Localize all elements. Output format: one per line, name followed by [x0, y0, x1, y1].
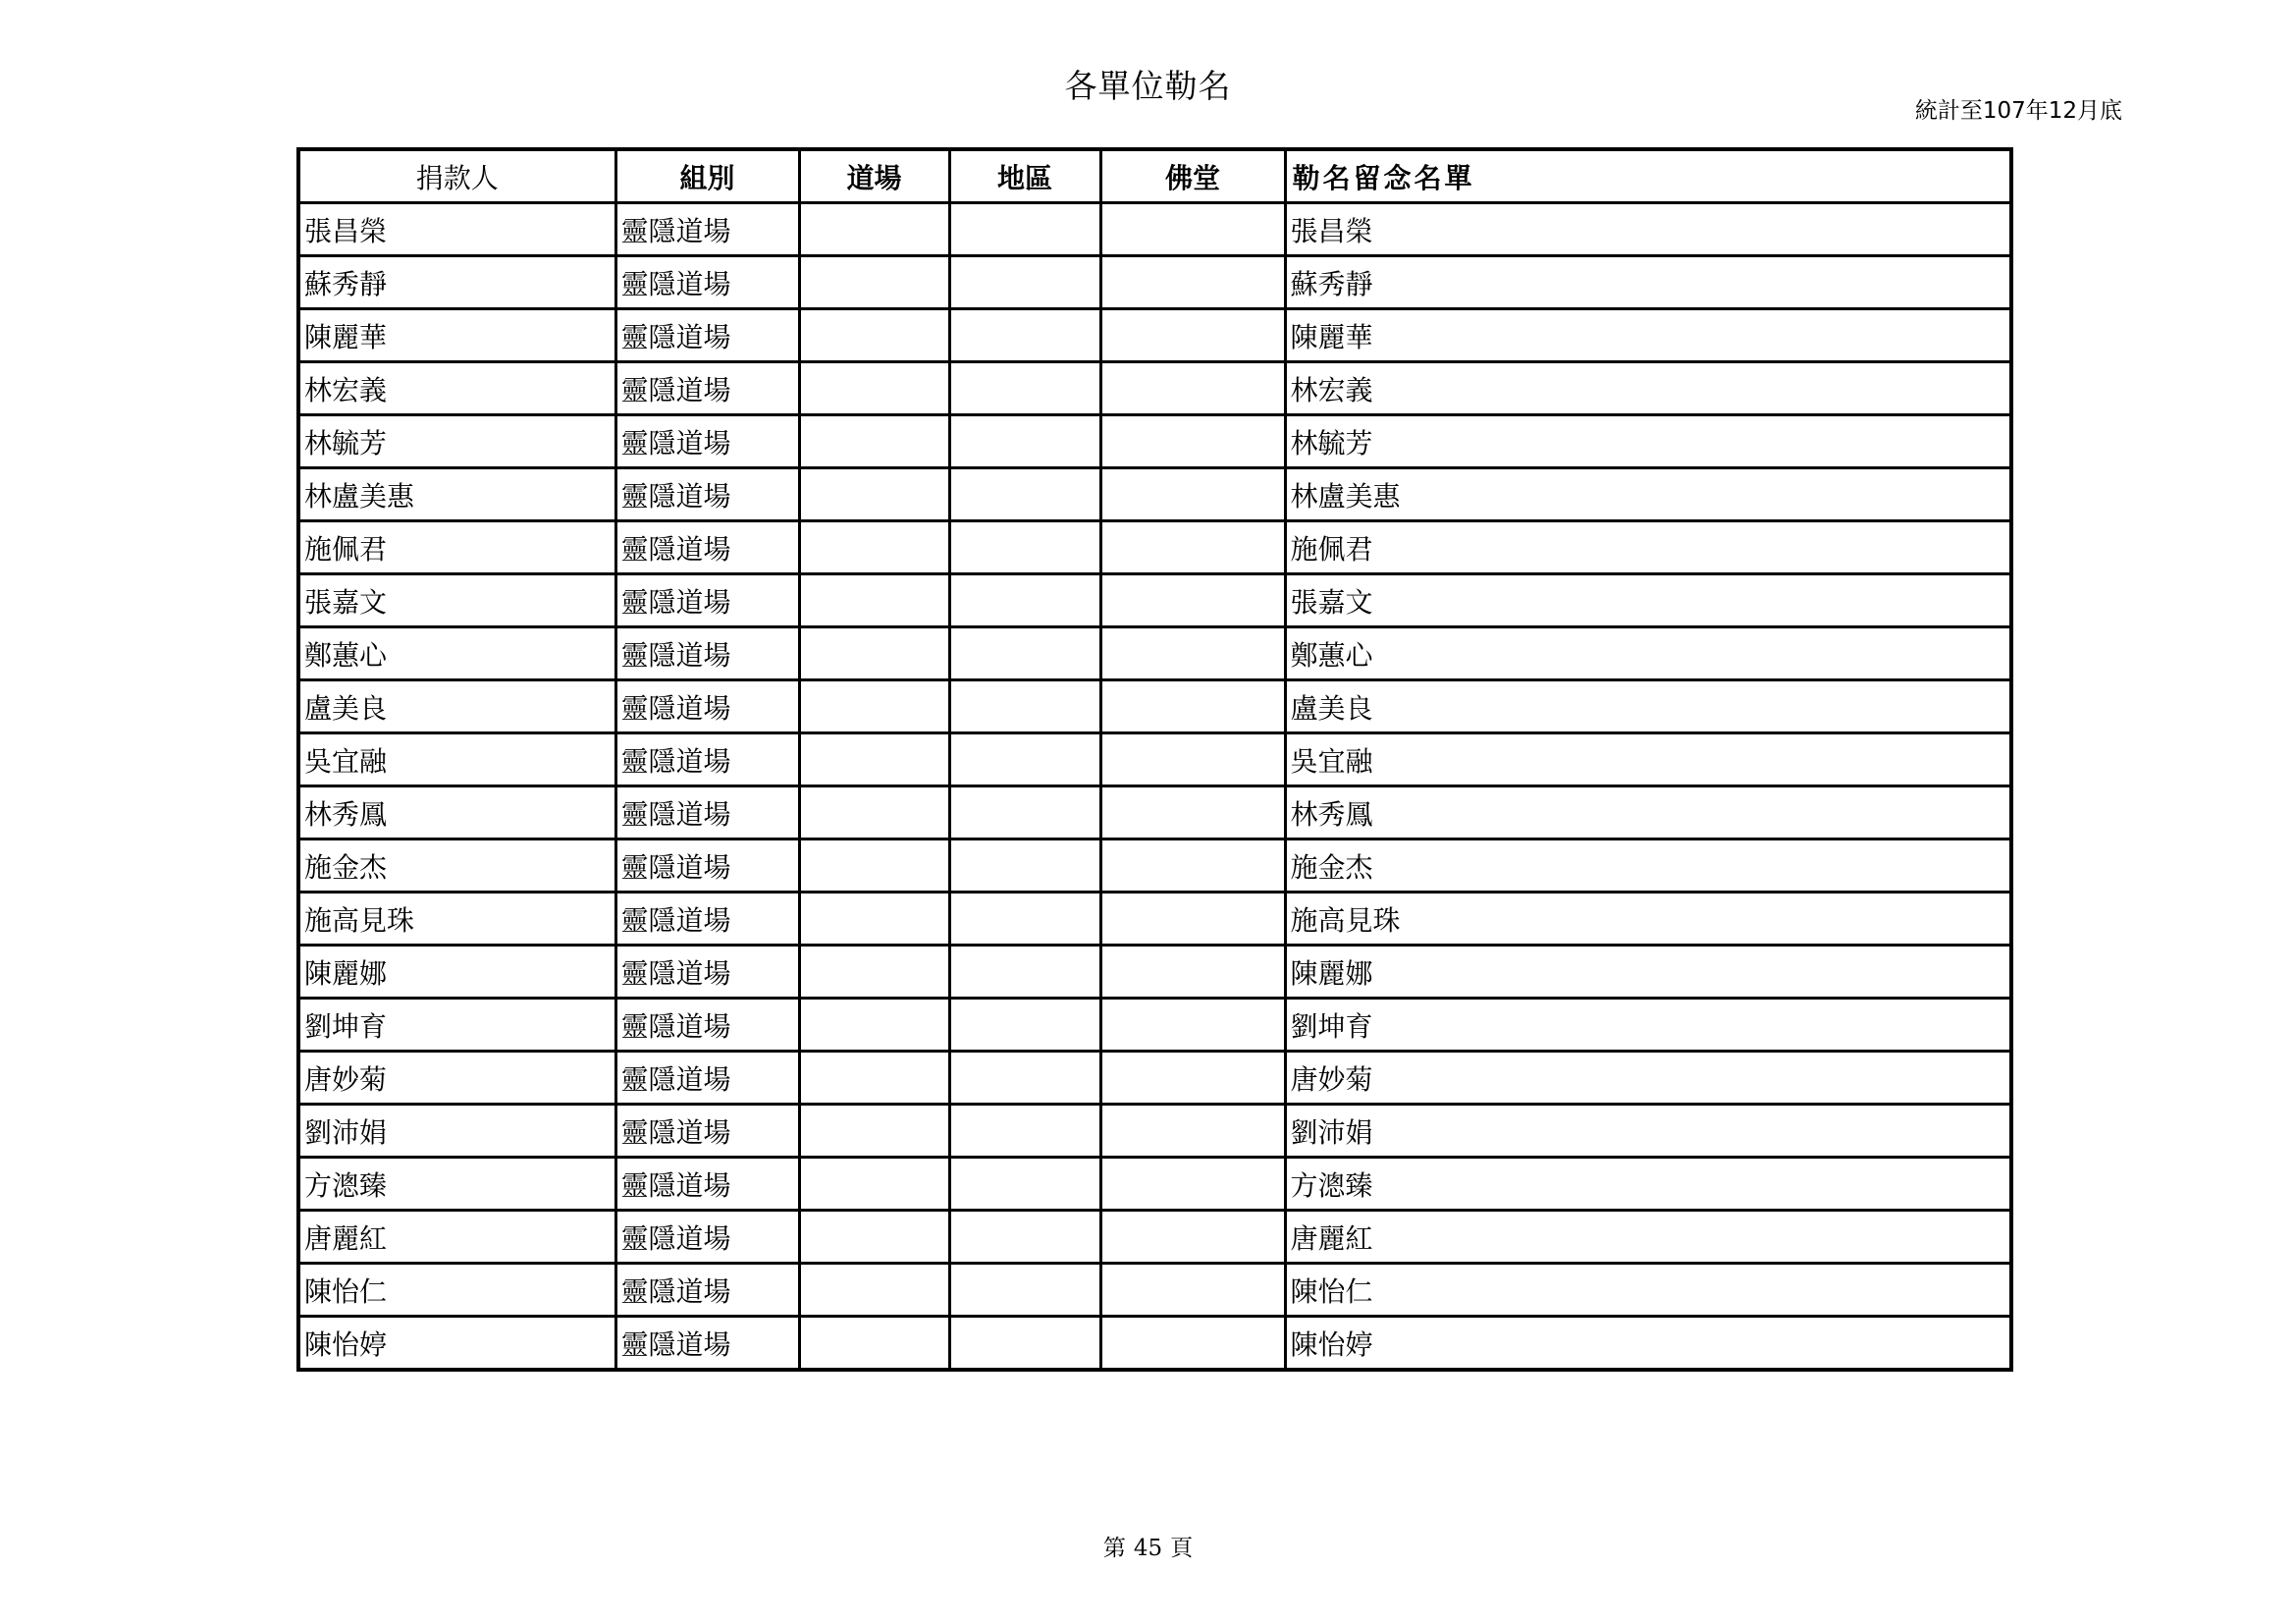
cell-memorial-name: 林毓芳	[1285, 415, 2011, 468]
cell-region	[949, 680, 1100, 733]
cell-hall	[1100, 786, 1285, 839]
page-number-value: 45	[1133, 1536, 1163, 1561]
cell-donor: 陳怡婷	[298, 1317, 615, 1371]
cell-hall	[1100, 1264, 1285, 1317]
cell-group: 靈隱道場	[615, 999, 799, 1052]
cell-donor: 施佩君	[298, 521, 615, 574]
cell-dojo	[799, 521, 949, 574]
cell-group: 靈隱道場	[615, 203, 799, 256]
table-row	[298, 1264, 2011, 1317]
cell-region	[949, 521, 1100, 574]
cell-memorial-name: 施金杰	[1285, 839, 2011, 893]
table-row	[298, 1105, 2011, 1158]
column-header-dojo: 道場	[799, 149, 949, 203]
cell-donor: 陳麗華	[298, 309, 615, 362]
cell-group: 靈隱道場	[615, 1211, 799, 1264]
cell-group: 靈隱道場	[615, 256, 799, 309]
cell-donor: 盧美良	[298, 680, 615, 733]
cell-dojo	[799, 1264, 949, 1317]
table-body	[298, 203, 2011, 1371]
column-header-group: 組別	[615, 149, 799, 203]
cell-memorial-name: 劉坤育	[1285, 999, 2011, 1052]
cell-hall	[1100, 256, 1285, 309]
table-row	[298, 680, 2011, 733]
cell-dojo	[799, 893, 949, 946]
cell-region	[949, 733, 1100, 786]
column-header-region: 地區	[949, 149, 1100, 203]
cell-group: 靈隱道場	[615, 733, 799, 786]
cell-dojo	[799, 999, 949, 1052]
cell-memorial-name: 方漗臻	[1285, 1158, 2011, 1211]
cell-group: 靈隱道場	[615, 786, 799, 839]
table-row	[298, 574, 2011, 627]
table-row	[298, 893, 2011, 946]
column-header-donor: 捐款人	[298, 149, 615, 203]
cell-memorial-name: 張昌榮	[1285, 203, 2011, 256]
cell-region	[949, 1052, 1100, 1105]
cell-region	[949, 1317, 1100, 1371]
cell-memorial-name: 張嘉文	[1285, 574, 2011, 627]
cell-donor: 張昌榮	[298, 203, 615, 256]
table-row	[298, 839, 2011, 893]
cell-group: 靈隱道場	[615, 521, 799, 574]
cell-memorial-name: 林盧美惠	[1285, 468, 2011, 521]
table-header-row	[298, 149, 2011, 203]
cell-hall	[1100, 627, 1285, 680]
statistics-date-note: 統計至107年12月底	[1914, 98, 2122, 124]
cell-group: 靈隱道場	[615, 1105, 799, 1158]
cell-region	[949, 786, 1100, 839]
cell-hall	[1100, 946, 1285, 999]
cell-dojo	[799, 839, 949, 893]
cell-donor: 施高見珠	[298, 893, 615, 946]
cell-hall	[1100, 574, 1285, 627]
cell-group: 靈隱道場	[615, 1052, 799, 1105]
cell-donor: 劉沛娟	[298, 1105, 615, 1158]
page-title: 各單位勒名	[1064, 67, 1232, 105]
table-row	[298, 627, 2011, 680]
cell-group: 靈隱道場	[615, 680, 799, 733]
table-row	[298, 309, 2011, 362]
cell-region	[949, 468, 1100, 521]
cell-memorial-name: 唐妙菊	[1285, 1052, 2011, 1105]
cell-group: 靈隱道場	[615, 1264, 799, 1317]
cell-dojo	[799, 1158, 949, 1211]
cell-dojo	[799, 1052, 949, 1105]
cell-region	[949, 1158, 1100, 1211]
table-row	[298, 256, 2011, 309]
cell-dojo	[799, 415, 949, 468]
cell-hall	[1100, 362, 1285, 415]
cell-memorial-name: 林秀鳳	[1285, 786, 2011, 839]
cell-memorial-name: 林宏義	[1285, 362, 2011, 415]
cell-region	[949, 839, 1100, 893]
cell-hall	[1100, 733, 1285, 786]
cell-group: 靈隱道場	[615, 415, 799, 468]
cell-donor: 林盧美惠	[298, 468, 615, 521]
cell-region	[949, 1211, 1100, 1264]
cell-region	[949, 1105, 1100, 1158]
cell-memorial-name: 陳麗娜	[1285, 946, 2011, 999]
cell-dojo	[799, 786, 949, 839]
cell-donor: 陳怡仁	[298, 1264, 615, 1317]
cell-memorial-name: 陳怡仁	[1285, 1264, 2011, 1317]
cell-donor: 吳宜融	[298, 733, 615, 786]
cell-hall	[1100, 415, 1285, 468]
cell-memorial-name: 鄭蕙心	[1285, 627, 2011, 680]
table-row	[298, 415, 2011, 468]
cell-memorial-name: 施佩君	[1285, 521, 2011, 574]
page-number-prefix: 第	[1102, 1536, 1126, 1561]
cell-memorial-name: 陳怡婷	[1285, 1317, 2011, 1371]
table-row	[298, 203, 2011, 256]
cell-donor: 唐妙菊	[298, 1052, 615, 1105]
cell-group: 靈隱道場	[615, 893, 799, 946]
table-row	[298, 733, 2011, 786]
cell-donor: 劉坤育	[298, 999, 615, 1052]
cell-hall	[1100, 1211, 1285, 1264]
cell-region	[949, 627, 1100, 680]
cell-region	[949, 893, 1100, 946]
cell-donor: 林秀鳳	[298, 786, 615, 839]
table-row	[298, 468, 2011, 521]
cell-group: 靈隱道場	[615, 362, 799, 415]
cell-donor: 林宏義	[298, 362, 615, 415]
cell-hall	[1100, 893, 1285, 946]
cell-hall	[1100, 999, 1285, 1052]
cell-memorial-name: 唐麗紅	[1285, 1211, 2011, 1264]
cell-hall	[1100, 521, 1285, 574]
table-row	[298, 1211, 2011, 1264]
cell-region	[949, 415, 1100, 468]
table-row	[298, 1158, 2011, 1211]
cell-dojo	[799, 627, 949, 680]
column-header-memorial-list: 勒名留念名單	[1285, 149, 2011, 203]
cell-dojo	[799, 1317, 949, 1371]
table-row	[298, 1317, 2011, 1371]
cell-dojo	[799, 680, 949, 733]
table-row	[298, 999, 2011, 1052]
cell-group: 靈隱道場	[615, 1317, 799, 1371]
donor-table	[296, 147, 2013, 1372]
cell-memorial-name: 吳宜融	[1285, 733, 2011, 786]
cell-dojo	[799, 946, 949, 999]
cell-memorial-name: 劉沛娟	[1285, 1105, 2011, 1158]
cell-region	[949, 946, 1100, 999]
cell-dojo	[799, 309, 949, 362]
cell-memorial-name: 盧美良	[1285, 680, 2011, 733]
cell-memorial-name: 蘇秀靜	[1285, 256, 2011, 309]
cell-dojo	[799, 362, 949, 415]
cell-donor: 蘇秀靜	[298, 256, 615, 309]
cell-group: 靈隱道場	[615, 1158, 799, 1211]
cell-group: 靈隱道場	[615, 574, 799, 627]
cell-hall	[1100, 309, 1285, 362]
cell-dojo	[799, 1105, 949, 1158]
cell-dojo	[799, 574, 949, 627]
cell-hall	[1100, 1158, 1285, 1211]
cell-region	[949, 999, 1100, 1052]
cell-group: 靈隱道場	[615, 309, 799, 362]
table-row	[298, 1052, 2011, 1105]
cell-dojo	[799, 203, 949, 256]
cell-dojo	[799, 468, 949, 521]
cell-group: 靈隱道場	[615, 468, 799, 521]
cell-memorial-name: 施高見珠	[1285, 893, 2011, 946]
cell-dojo	[799, 256, 949, 309]
page-number-suffix: 頁	[1170, 1536, 1194, 1561]
cell-donor: 張嘉文	[298, 574, 615, 627]
cell-donor: 林毓芳	[298, 415, 615, 468]
cell-donor: 方漗臻	[298, 1158, 615, 1211]
cell-hall	[1100, 680, 1285, 733]
cell-region	[949, 362, 1100, 415]
cell-hall	[1100, 1105, 1285, 1158]
cell-dojo	[799, 733, 949, 786]
table-row	[298, 786, 2011, 839]
table-row	[298, 946, 2011, 999]
cell-region	[949, 1264, 1100, 1317]
cell-hall	[1100, 1052, 1285, 1105]
cell-group: 靈隱道場	[615, 627, 799, 680]
cell-region	[949, 256, 1100, 309]
cell-donor: 施金杰	[298, 839, 615, 893]
cell-donor: 鄭蕙心	[298, 627, 615, 680]
cell-hall	[1100, 839, 1285, 893]
cell-donor: 陳麗娜	[298, 946, 615, 999]
page-number	[0, 1530, 2296, 1562]
cell-dojo	[799, 1211, 949, 1264]
cell-memorial-name: 陳麗華	[1285, 309, 2011, 362]
cell-region	[949, 203, 1100, 256]
table-row	[298, 362, 2011, 415]
cell-hall	[1100, 1317, 1285, 1371]
cell-group: 靈隱道場	[615, 946, 799, 999]
cell-hall	[1100, 203, 1285, 256]
cell-group: 靈隱道場	[615, 839, 799, 893]
cell-donor: 唐麗紅	[298, 1211, 615, 1264]
table-row	[298, 521, 2011, 574]
cell-hall	[1100, 468, 1285, 521]
cell-region	[949, 309, 1100, 362]
cell-region	[949, 574, 1100, 627]
column-header-hall: 佛堂	[1100, 149, 1285, 203]
